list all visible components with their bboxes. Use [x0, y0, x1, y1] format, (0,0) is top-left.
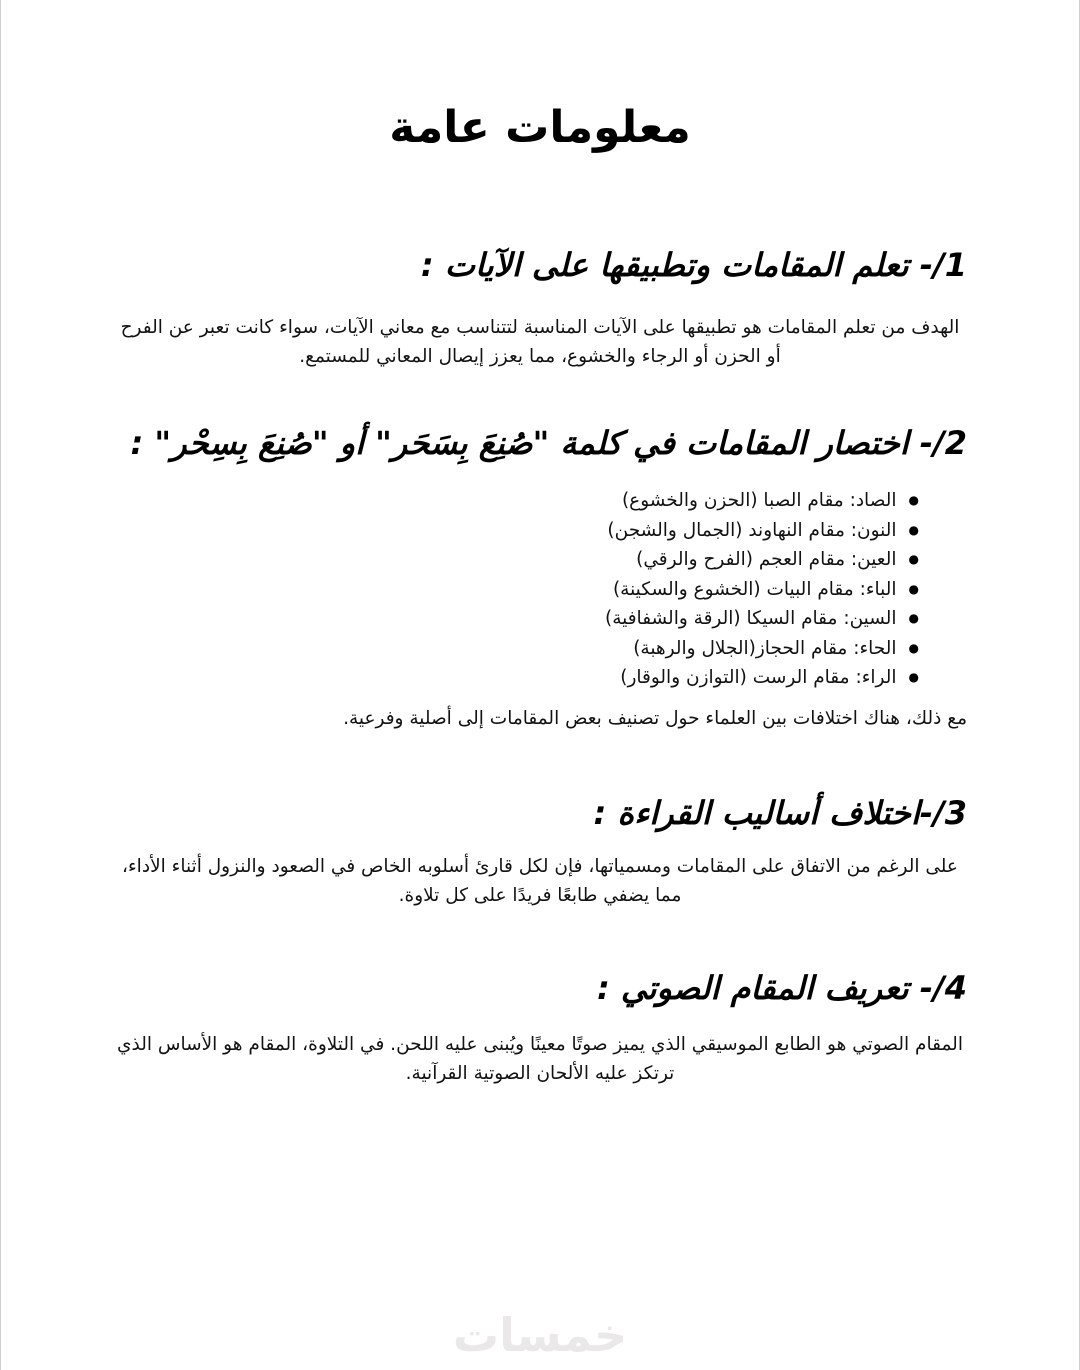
section-3-paragraph: على الرغم من الاتفاق على المقامات ومسمياتها، فإن لكل قارئ أسلوبه الخاص في الصعود والنزول أثناء الأداء، مما يضفي طابعًا فريدًا على كل تلاوة.	[122, 856, 958, 907]
list-item-label: العين: مقام العجم (الفرح والرقي)	[636, 549, 897, 571]
section-1-paragraph: الهدف من تعلم المقامات هو تطبيقها على الآيات المناسبة لتتناسب مع معاني الآيات، سواء كانت تعبر عن الفرح أو الحزن أو الرجاء والخشوع، مما يعزز إيصال المعاني للمستمع.	[120, 316, 960, 367]
bullet-icon: ●	[908, 522, 919, 537]
section-learning-maqamat	[113, 241, 967, 371]
section-2-heading: 2/- اختصار المقامات في كلمة "صُنِعَ بِسَحَر" أو "صُنِعَ بِسِحْر" :	[130, 423, 967, 462]
bullet-icon: ●	[908, 493, 919, 508]
maqam-list	[113, 486, 967, 693]
list-item-label: السين: مقام السيكا (الرقة والشفافية)	[605, 608, 897, 630]
list-item	[113, 663, 919, 693]
bullet-icon: ●	[908, 611, 919, 626]
khamsat-watermark: خمسات	[452, 1308, 628, 1362]
document-content	[1, 0, 1079, 1088]
bullet-icon: ●	[908, 552, 919, 567]
section-4-heading: 4/- تعريف المقام الصوتي :	[596, 969, 967, 1008]
bullet-icon: ●	[908, 640, 919, 655]
list-item-label: الباء: مقام البيات (الخشوع والسكينة)	[612, 578, 897, 600]
section-4-paragraph: المقام الصوتي هو الطابع الموسيقي الذي يميز صوتًا معينًا ويُبنى عليه اللحن. في التلاوة، المقام هو الأساس الذي ترتكز عليه الألحان الصوتية القرآنية.	[117, 1033, 963, 1084]
bullet-icon: ●	[908, 670, 919, 685]
list-item	[113, 604, 919, 634]
list-item	[113, 486, 919, 516]
list-item	[113, 575, 919, 605]
page-title: معلومات عامة	[389, 102, 691, 153]
section-3-heading: 3/-اختلاف أساليب القراءة :	[593, 793, 967, 832]
section-reading-styles	[113, 789, 967, 911]
bullet-icon: ●	[908, 581, 919, 596]
list-item-label: الحاء: مقام الحجاز(الجلال والرهبة)	[633, 637, 897, 659]
list-item-label: الصاد: مقام الصبا (الحزن والخشوع)	[621, 490, 897, 512]
list-item	[113, 634, 919, 664]
list-item	[113, 545, 919, 575]
list-item	[113, 516, 919, 546]
section-maqam-definition	[113, 964, 967, 1088]
list-item-label: الراء: مقام الرست (التوازن والوقار)	[620, 667, 897, 689]
section-1-heading: 1/- تعلم المقامات وتطبيقها على الآيات :	[420, 246, 967, 284]
list-item-label: النون: مقام النهاوند (الجمال والشجن)	[607, 519, 897, 541]
section-2-note: مع ذلك، هناك اختلافات بين العلماء حول تصنيف بعض المقامات إلى أصلية وفرعية.	[343, 707, 967, 729]
section-maqamat-mnemonic	[113, 419, 967, 733]
